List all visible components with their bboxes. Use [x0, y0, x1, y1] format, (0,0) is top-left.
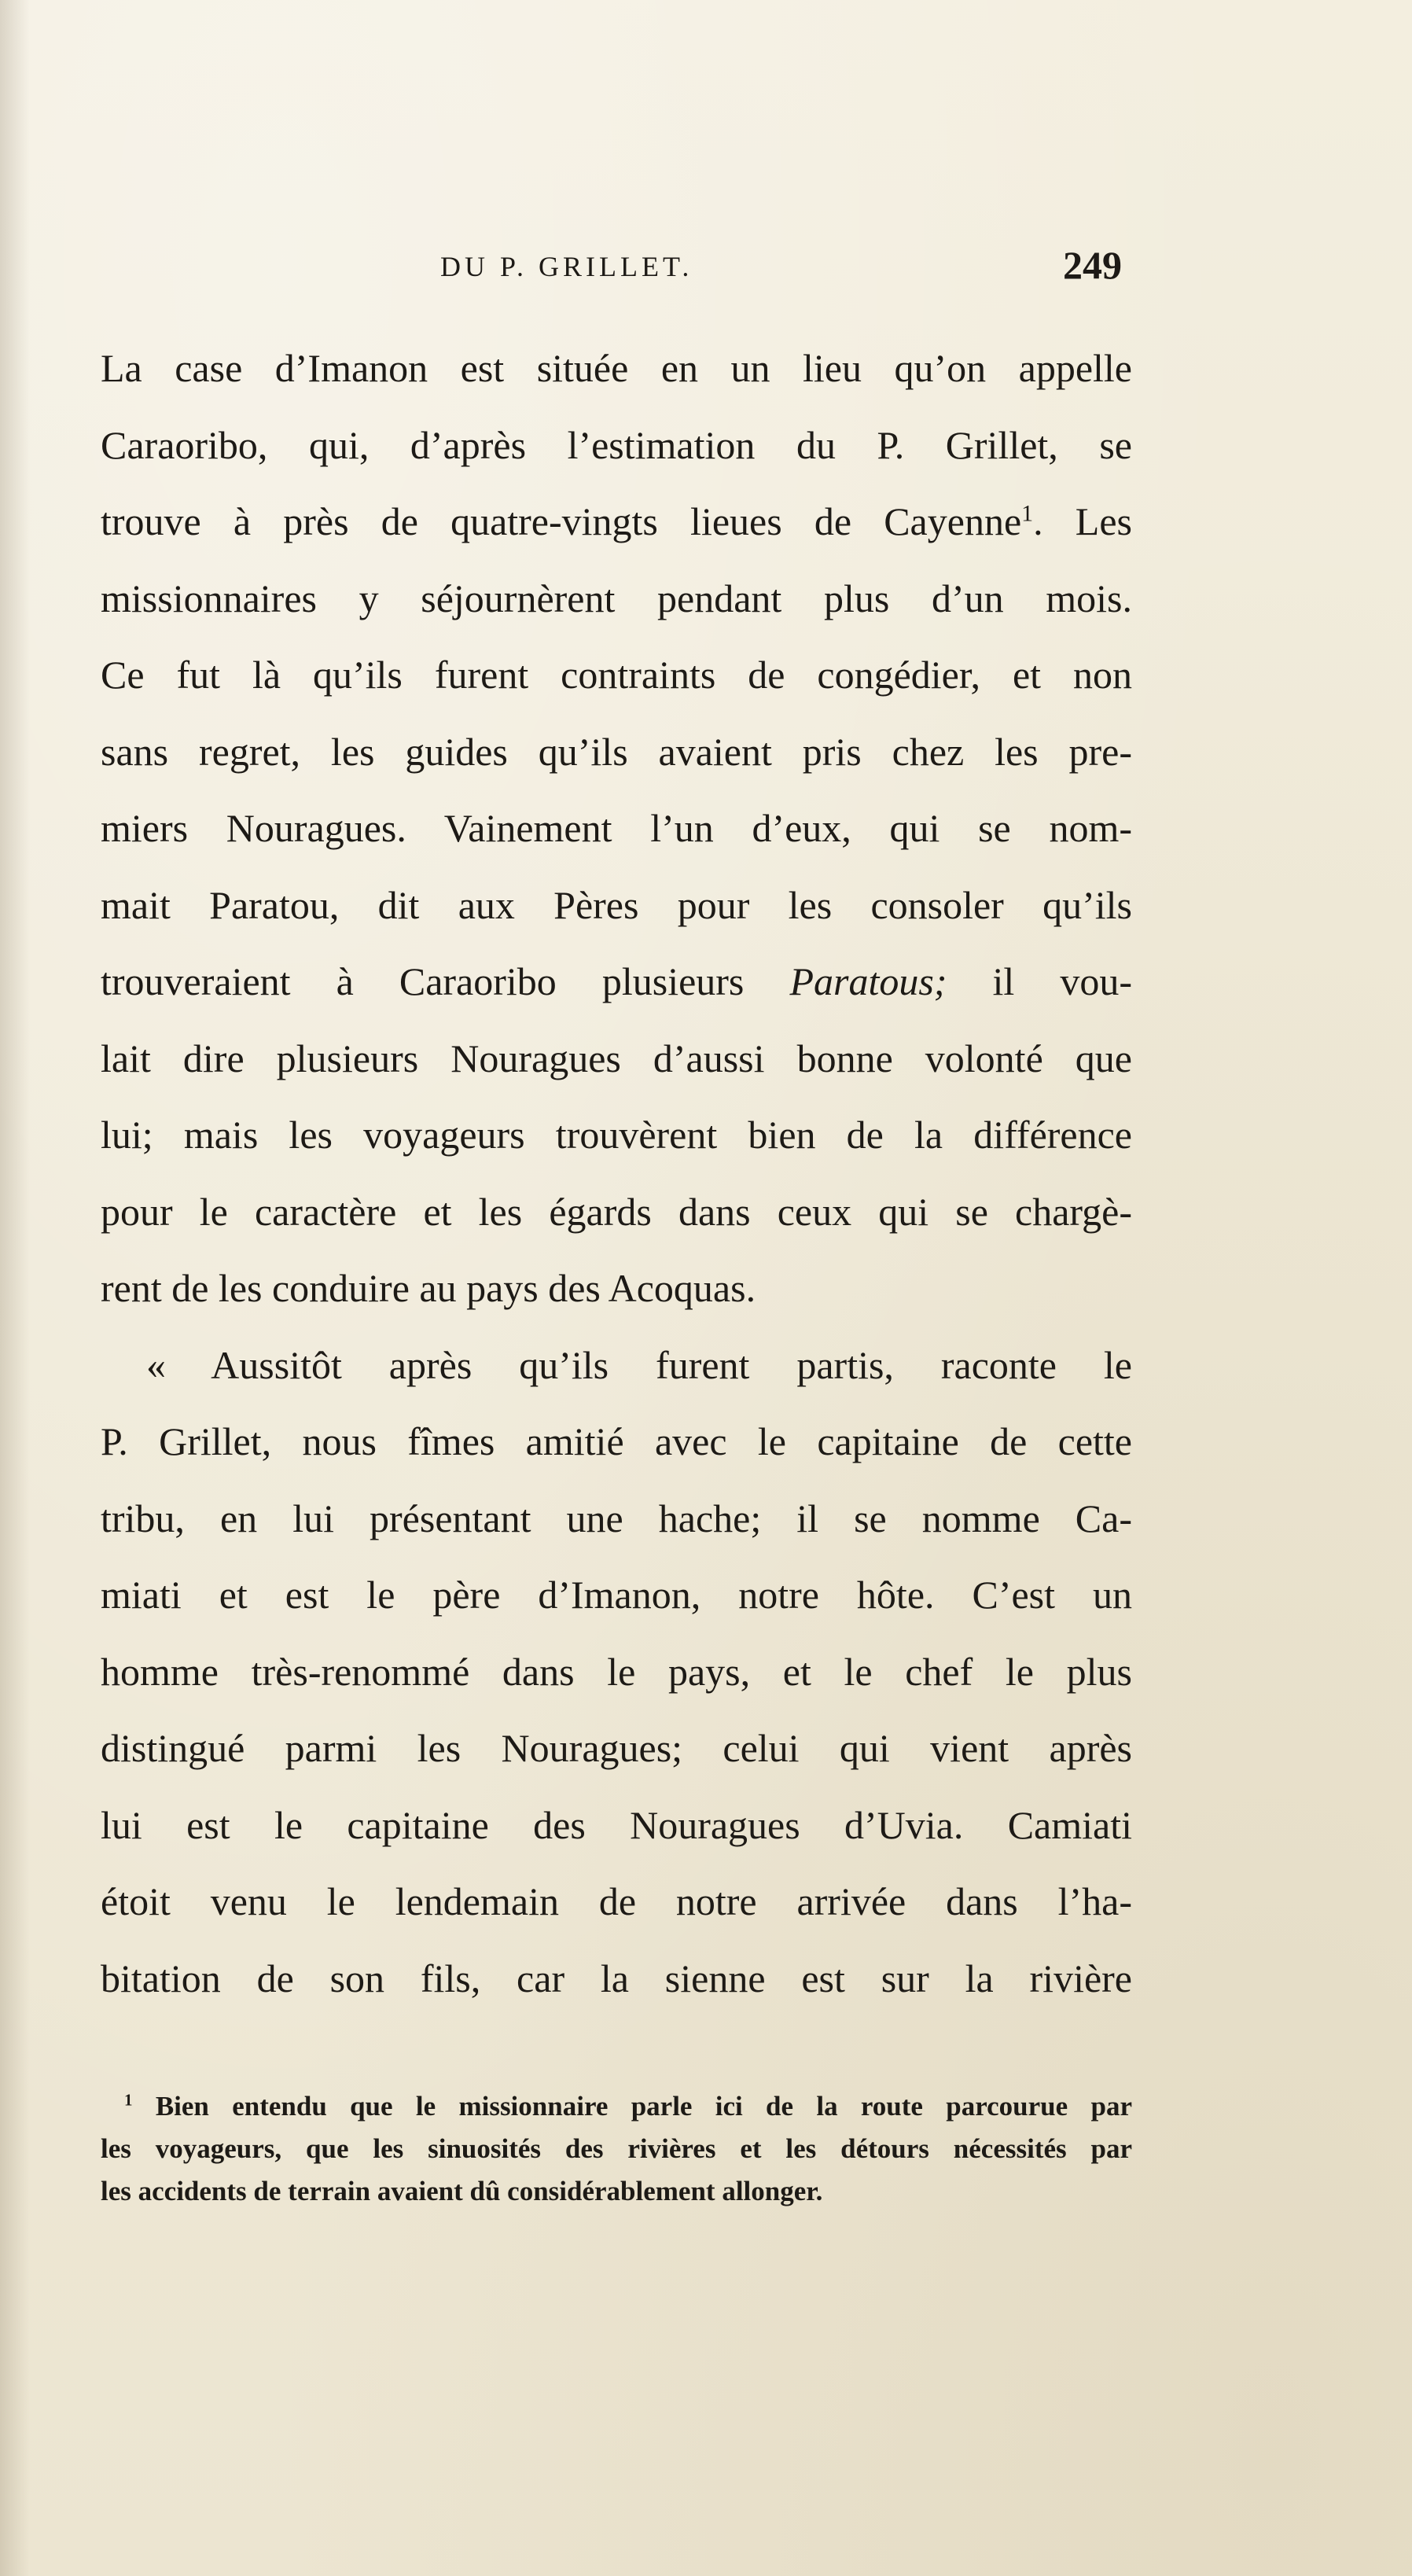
text-line: « Aussitôt après qu’ils furent partis, raconte le	[146, 1342, 1132, 1387]
text-line: tribu, en lui présentant une hache; il se nomme Ca-	[101, 1496, 1132, 1540]
text-line: miers Nouragues. Vainement l’un d’eux, qui se nom-	[101, 806, 1132, 850]
text-line: lui est le capitaine des Nouragues d’Uvia. Camiati	[101, 1802, 1132, 1847]
text-run: . Les	[1033, 499, 1132, 543]
footnote-text: Bien entendu que le missionnaire parle ici de la route parcourue par	[155, 2091, 1132, 2122]
main-text	[101, 330, 1132, 2017]
text-run: trouveraient à Caraoribo plusieurs	[101, 959, 790, 1003]
text-line: homme très-renommé dans le pays, et le chef le plus	[101, 1649, 1132, 1694]
text-line: missionnaires y séjournèrent pendant plus d’un mois.	[101, 576, 1132, 620]
footnote-line	[101, 2085, 1132, 2128]
gutter-shadow	[0, 0, 30, 2576]
footnote-line: les voyageurs, que les sinuosités des rivières et les détours nécessités par	[101, 2133, 1132, 2164]
text-line: sans regret, les guides qu’ils avaient pris chez les pre-	[101, 729, 1132, 774]
text-line: pour le caractère et les égards dans ceux qui se chargè-	[101, 1189, 1132, 1234]
text-line: Caraoribo, qui, d’après l’estimation du P. Grillet, se	[101, 422, 1132, 467]
text-line	[101, 484, 1132, 561]
text-line	[101, 944, 1132, 1021]
text-line: rent de les conduire au pays des Acoquas.	[101, 1266, 756, 1310]
text-line: P. Grillet, nous fîmes amitié avec le capitaine de cette	[101, 1419, 1132, 1463]
text-line: bitation de son fils, car la sienne est sur la rivière	[101, 1956, 1132, 2000]
footnote	[101, 2085, 1132, 2213]
footnote-line: les accidents de terrain avaient dû considérablement allonger.	[101, 2176, 823, 2206]
footnote-reference: 1	[1021, 500, 1034, 527]
text-line: lait dire plusieurs Nouragues d’aussi bonne volonté que	[101, 1036, 1132, 1080]
text-line: Ce fut là qu’ils furent contraints de congédier, et non	[101, 653, 1132, 697]
text-line: mait Paratou, dit aux Pères pour les consoler qu’ils	[101, 882, 1132, 927]
italic-word: Paratous;	[789, 959, 947, 1003]
text-line: lui; mais les voyageurs trouvèrent bien de la différence	[101, 1113, 1132, 1157]
text-line: miati et est le père d’Imanon, notre hôte. C’est un	[101, 1573, 1132, 1617]
page-number: 249	[1063, 243, 1122, 287]
text-line: étoit venu le lendemain de notre arrivée dans l’ha-	[101, 1879, 1132, 1923]
text-line: distingué parmi les Nouragues; celui qui vient après	[101, 1726, 1132, 1770]
footnote-marker: 1	[124, 2090, 133, 2110]
text-run: trouve à près de quatre-vingts lieues de Cayenne	[101, 499, 1022, 543]
text-line: La case d’Imanon est située en un lieu qu’on appelle	[101, 346, 1132, 390]
running-head: DU P. GRILLET.	[440, 251, 693, 282]
text-run: il vou-	[947, 959, 1133, 1003]
